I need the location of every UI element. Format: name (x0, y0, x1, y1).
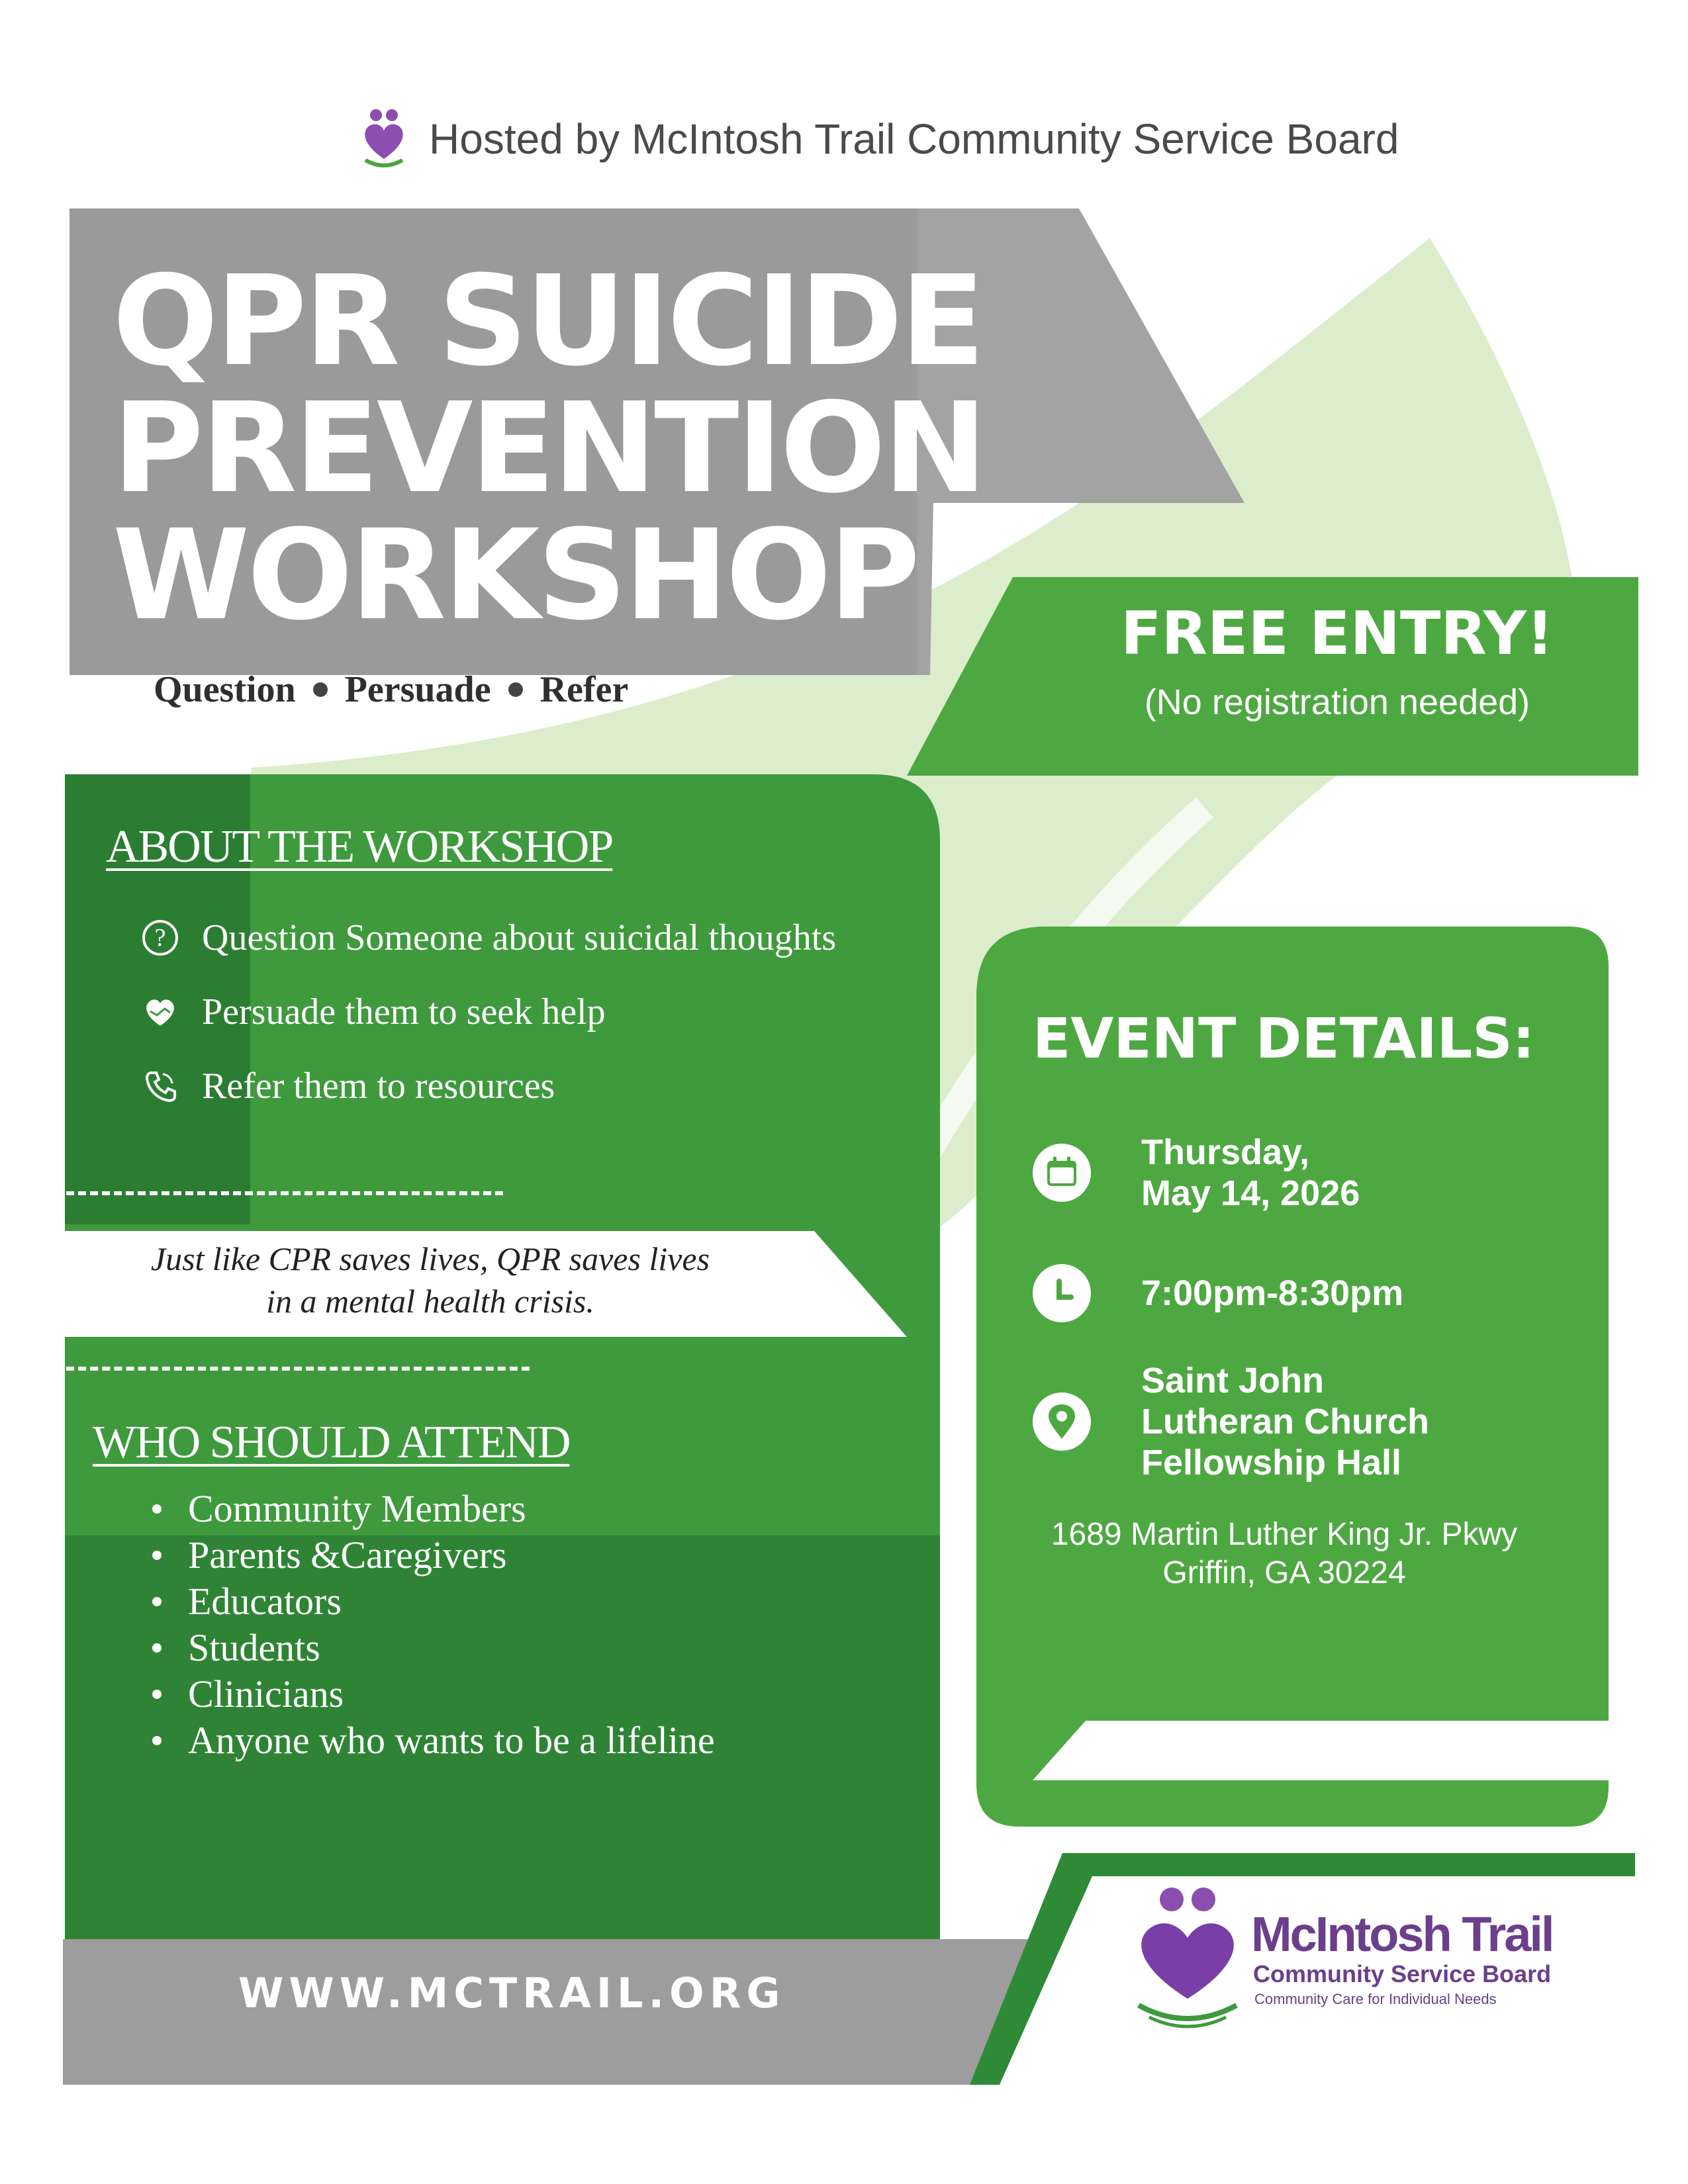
title-line-2: PREVENTION (113, 376, 985, 521)
divider (66, 1367, 530, 1371)
event-box-notch (1033, 1721, 1609, 1780)
phone-icon (142, 1069, 178, 1103)
hosted-by-row (357, 99, 1399, 179)
list-item (152, 1625, 715, 1671)
event-address-line-2: Griffin, GA 30224 (1162, 1555, 1406, 1590)
tagline-persuade: Persuade (344, 669, 491, 710)
event-venue-line-3: Fellowship Hall (1141, 1443, 1402, 1482)
clock-icon (1033, 1264, 1091, 1322)
list-item-text: Educators (188, 1580, 342, 1623)
tagline-dot (508, 682, 523, 697)
quote-line-1: Just like CPR saves lives, QPR saves lives (150, 1240, 710, 1277)
title-line-3: WORKSHOP (113, 503, 917, 648)
attend-heading: WHO SHOULD ATTEND (93, 1417, 570, 1468)
bullet (152, 1690, 162, 1699)
event-time: 7:00pm-8:30pm (1141, 1273, 1404, 1313)
about-item-question (142, 917, 836, 959)
hosted-by-text: Hosted by McIntosh Trail Community Service Board (429, 115, 1399, 163)
event-date-line-1: Thursday, (1141, 1132, 1310, 1172)
mcintosh-trail-logo-icon (1125, 1880, 1244, 2032)
list-item (152, 1532, 715, 1578)
free-entry-title: FREE ENTRY! (1121, 599, 1554, 668)
bullet (152, 1736, 162, 1745)
list-item (152, 1578, 715, 1625)
tagline-refer: Refer (539, 669, 629, 710)
free-entry-subtitle: (No registration needed) (1144, 682, 1530, 722)
list-item (152, 1486, 715, 1532)
list-item-text: Parents &Caregivers (188, 1533, 507, 1576)
tagline-question: Question (154, 669, 296, 710)
bullet (152, 1643, 162, 1653)
website-link[interactable]: WWW.MCTRAIL.ORG (238, 1969, 786, 2017)
question-icon: ? (142, 920, 178, 956)
bullet (152, 1504, 162, 1514)
logo-tagline: Community Care for Individual Needs (1254, 1991, 1497, 2007)
event-address (986, 1516, 1582, 1592)
event-venue-line-1: Saint John (1141, 1361, 1325, 1400)
divider (66, 1191, 503, 1195)
qpr-tagline (154, 668, 628, 711)
event-time-row (1033, 1264, 1403, 1322)
handshake-heart-icon (142, 995, 178, 1028)
list-item-text: Anyone who wants to be a lifeline (188, 1719, 715, 1762)
event-details-heading: EVENT DETAILS: (1033, 1006, 1535, 1071)
event-date-line-2: May 14, 2026 (1141, 1173, 1360, 1213)
event-venue-line-2: Lutheran Church (1141, 1402, 1430, 1441)
location-pin-icon (1033, 1392, 1091, 1451)
bullet (152, 1551, 162, 1560)
about-item-text: Persuade them to seek help (202, 991, 606, 1032)
list-item-text: Students (188, 1626, 320, 1669)
about-item-persuade (142, 991, 836, 1033)
list-item (152, 1717, 715, 1764)
quote-text (93, 1238, 768, 1322)
logo-name: McIntosh Trail (1251, 1907, 1553, 1962)
page-title (113, 249, 985, 648)
about-list (142, 917, 836, 1107)
event-venue (1141, 1360, 1429, 1483)
event-venue-row (1033, 1360, 1429, 1483)
list-item (152, 1671, 715, 1717)
about-item-refer (142, 1065, 836, 1107)
list-item-text: Clinicians (188, 1672, 344, 1715)
quote-line-2: in a mental health crisis. (266, 1283, 594, 1320)
about-item-text: Refer them to resources (202, 1066, 555, 1107)
event-date (1141, 1132, 1360, 1214)
about-heading: ABOUT THE WORKSHOP (106, 821, 613, 872)
attend-list (152, 1486, 715, 1764)
title-line-1: QPR SUICIDE (113, 249, 983, 394)
about-item-text: Question Someone about suicidal thoughts (202, 917, 837, 958)
event-address-line-1: 1689 Martin Luther King Jr. Pkwy (1051, 1517, 1518, 1552)
event-date-row (1033, 1132, 1360, 1214)
bullet (152, 1597, 162, 1606)
logo-subtitle: Community Service Board (1253, 1960, 1552, 1987)
list-item-text: Community Members (188, 1487, 526, 1530)
tagline-dot (313, 682, 328, 697)
calendar-icon (1033, 1144, 1091, 1202)
organization-logo-icon (357, 106, 410, 172)
